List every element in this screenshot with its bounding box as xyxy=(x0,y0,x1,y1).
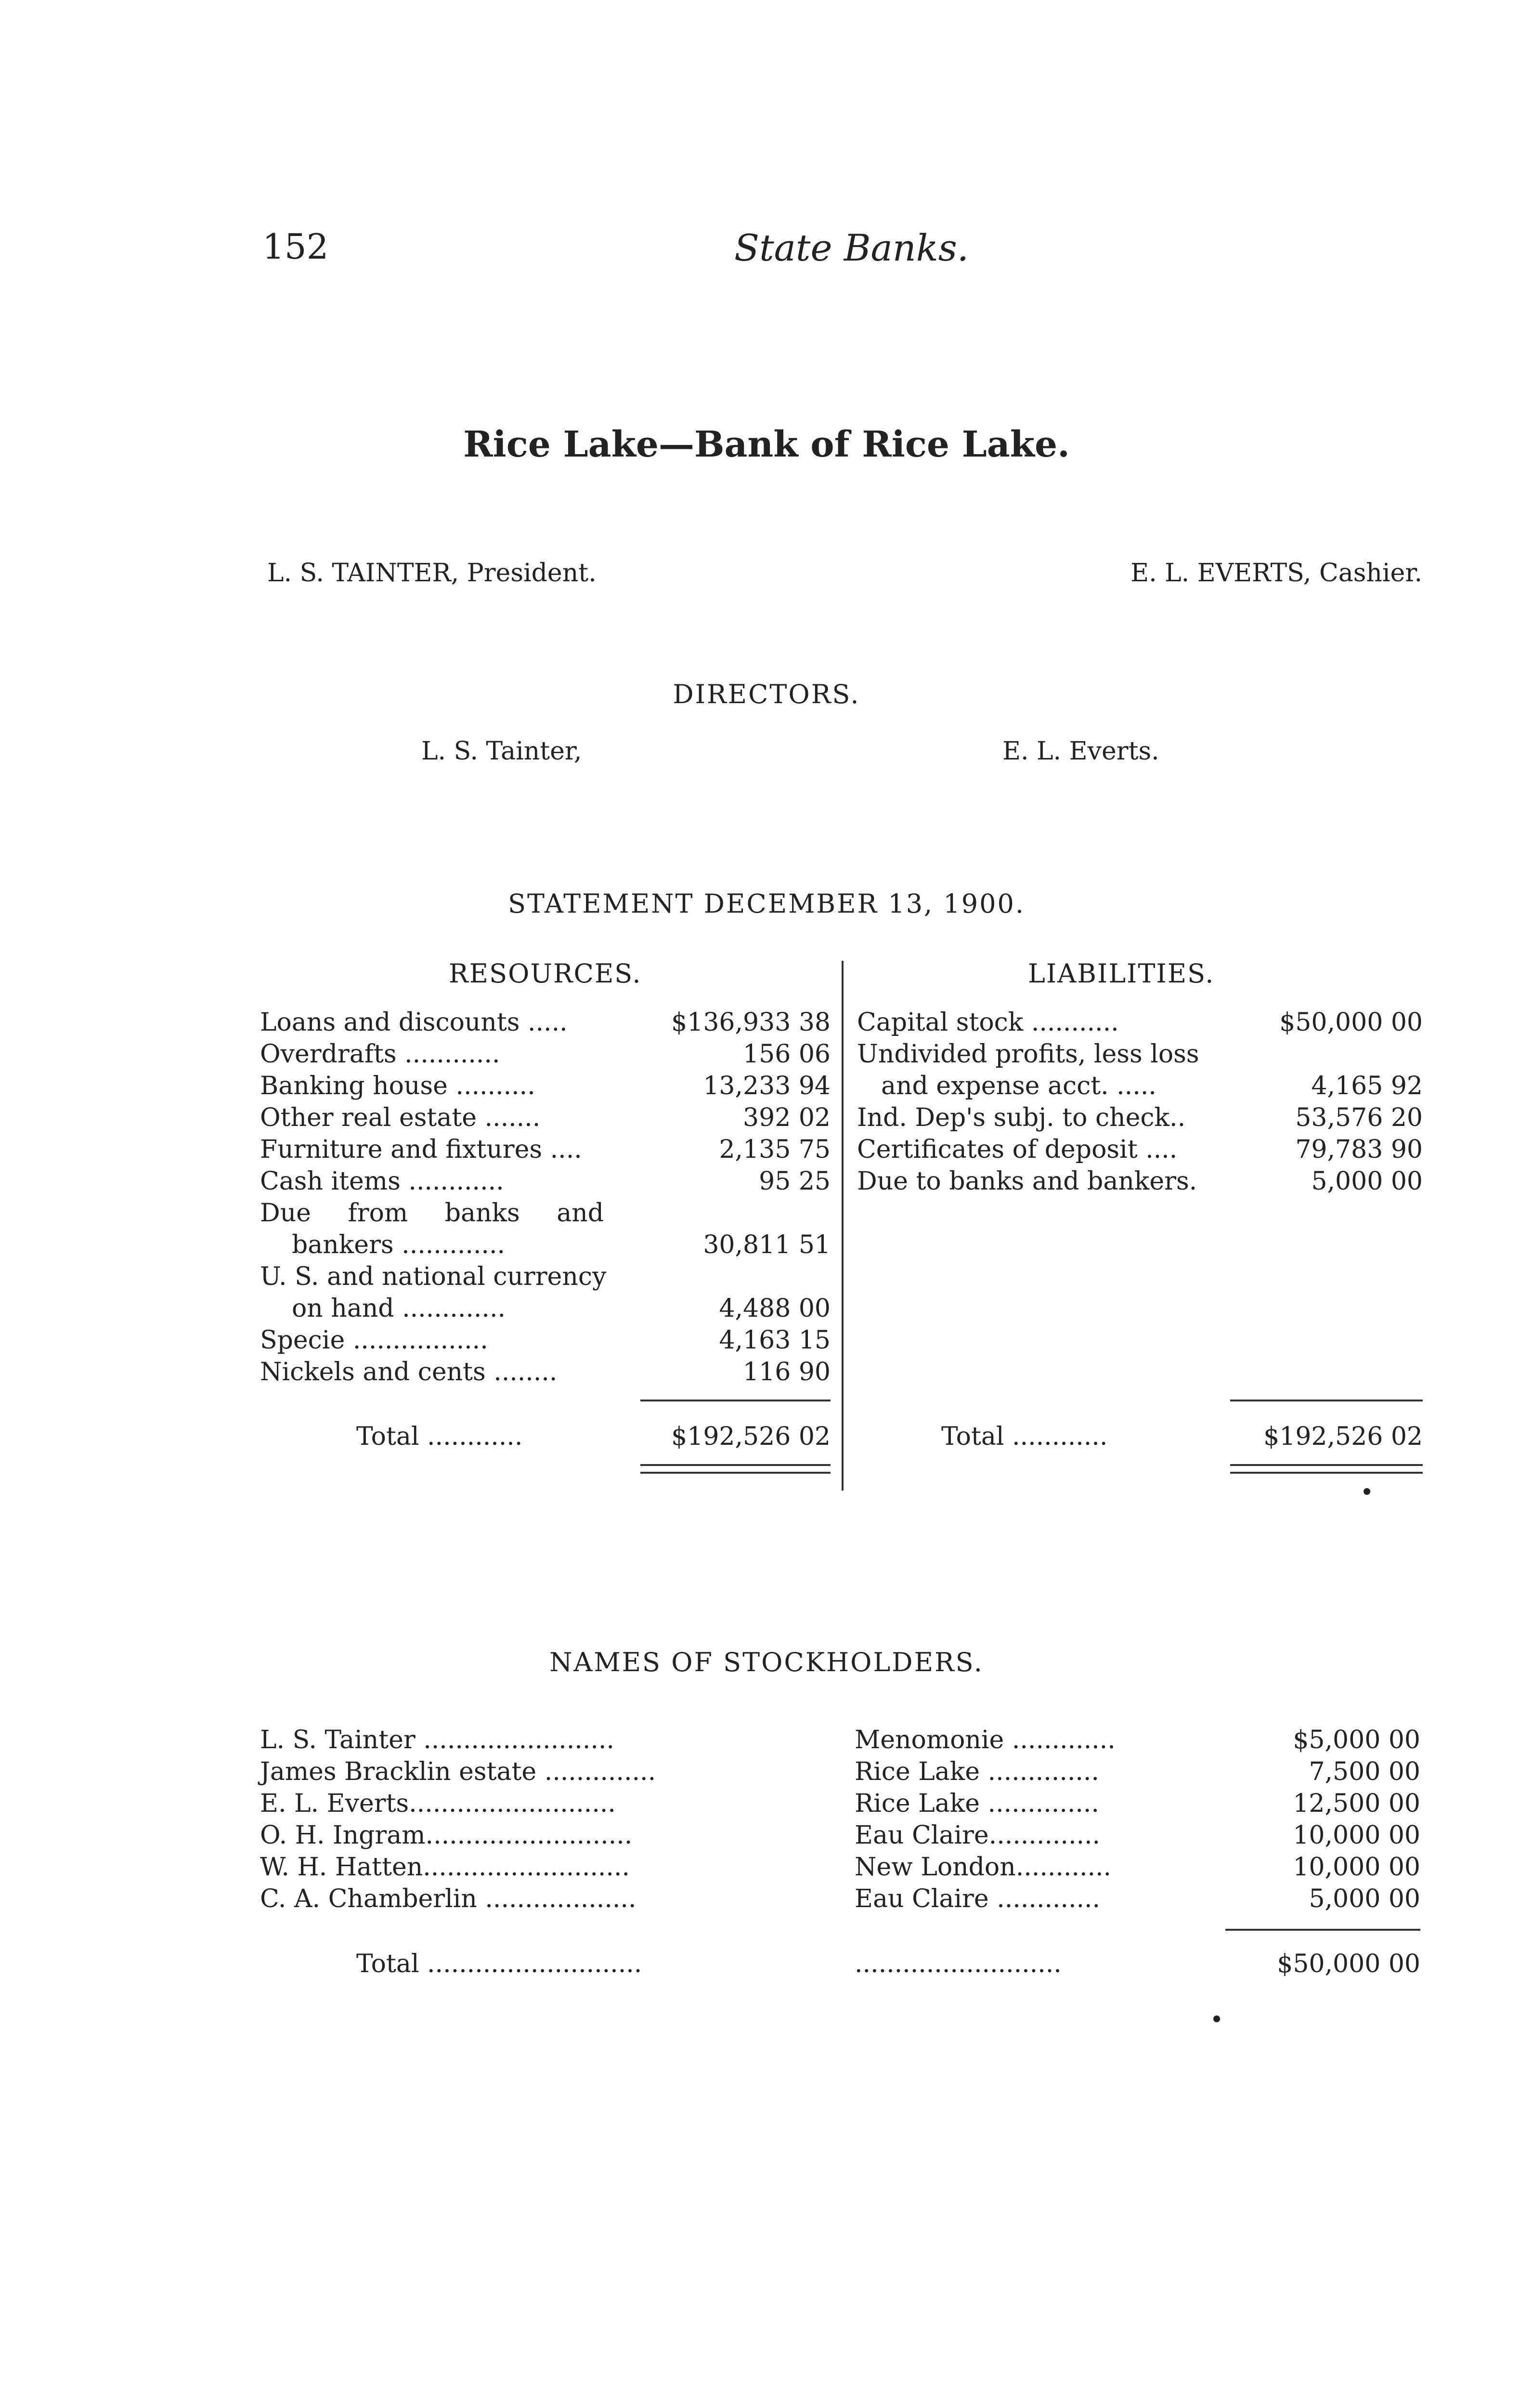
resource-row: Loans and discounts ..... $136,933 38 xyxy=(260,1008,831,1037)
resource-row: Banking house .......... 13,233 94 xyxy=(260,1072,831,1100)
directors-heading: DIRECTORS. xyxy=(673,679,860,709)
resource-row: Furniture and fixtures .... 2,135 75 xyxy=(260,1135,831,1164)
resource-row: Overdrafts ............ 156 06 xyxy=(260,1040,831,1069)
stockholder-row: W. H. Hatten.......................... New London............ 10,000 00 xyxy=(260,1853,1420,1882)
running-head: State Banks. xyxy=(734,226,969,269)
page-number: 152 xyxy=(262,226,329,267)
bank-title: Rice Lake—Bank of Rice Lake. xyxy=(463,424,1070,465)
liability-row: Certificates of deposit .... 79,783 90 xyxy=(857,1135,1423,1164)
resources-rule xyxy=(640,1400,831,1401)
president: L. S. TAINTER, President. xyxy=(267,559,597,588)
ink-speck xyxy=(1213,2015,1220,2022)
liability-row: and expense acct. ..... 4,165 92 xyxy=(881,1072,1423,1100)
stockholder-row: E. L. Everts.......................... Rice Lake .............. 12,500 00 xyxy=(260,1789,1420,1818)
resource-row: Specie ................. 4,163 15 xyxy=(260,1326,831,1355)
resource-row: Due from banks and xyxy=(260,1199,604,1228)
stockholders-total-row: Total ........................... .......................... $50,000 00 xyxy=(356,1950,1420,1978)
director-1: L. S. Tainter, xyxy=(421,737,582,766)
resource-row: bankers ............. 30,811 51 xyxy=(292,1230,831,1259)
resource-row: Cash items ............ 95 25 xyxy=(260,1167,831,1196)
liabilities-heading: LIABILITIES. xyxy=(1028,958,1215,989)
statement-heading: STATEMENT DECEMBER 13, 1900. xyxy=(508,889,1025,919)
liability-row: Ind. Dep's subj. to check.. 53,576 20 xyxy=(857,1103,1423,1132)
column-divider xyxy=(842,961,844,1491)
resource-row: on hand ............. 4,488 00 xyxy=(292,1294,831,1323)
resources-heading: RESOURCES. xyxy=(449,958,642,989)
liability-row: Due to banks and bankers. 5,000 00 xyxy=(857,1167,1423,1196)
resources-double-rule xyxy=(640,1464,831,1474)
stockholder-row: L. S. Tainter ........................ Menomonie ............. $5,000 00 xyxy=(260,1726,1420,1754)
resource-row: Other real estate ....... 392 02 xyxy=(260,1103,831,1132)
ink-speck xyxy=(1364,1488,1370,1495)
liability-row: Undivided profits, less loss xyxy=(857,1040,1199,1069)
liabilities-total-row: Total ............ $192,526 02 xyxy=(941,1422,1423,1451)
liabilities-rule xyxy=(1230,1400,1423,1401)
stockholder-row: James Bracklin estate .............. Rice Lake .............. 7,500 00 xyxy=(260,1757,1420,1786)
stockholder-row: O. H. Ingram.......................... Eau Claire.............. 10,000 00 xyxy=(260,1821,1420,1850)
liabilities-double-rule xyxy=(1230,1464,1423,1474)
resources-total-row: Total ............ $192,526 02 xyxy=(356,1422,831,1451)
director-2: E. L. Everts. xyxy=(1002,737,1159,766)
resource-row: U. S. and national currency xyxy=(260,1262,607,1291)
resource-row: Nickels and cents ........ 116 90 xyxy=(260,1358,831,1387)
stockholder-row: C. A. Chamberlin ................... Eau Claire ............. 5,000 00 xyxy=(260,1885,1420,1913)
cashier: E. L. EVERTS, Cashier. xyxy=(1130,559,1422,588)
liability-row: Capital stock ........... $50,000 00 xyxy=(857,1008,1423,1037)
stockholders-rule xyxy=(1225,1929,1420,1931)
stockholders-heading: NAMES OF STOCKHOLDERS. xyxy=(549,1647,984,1677)
